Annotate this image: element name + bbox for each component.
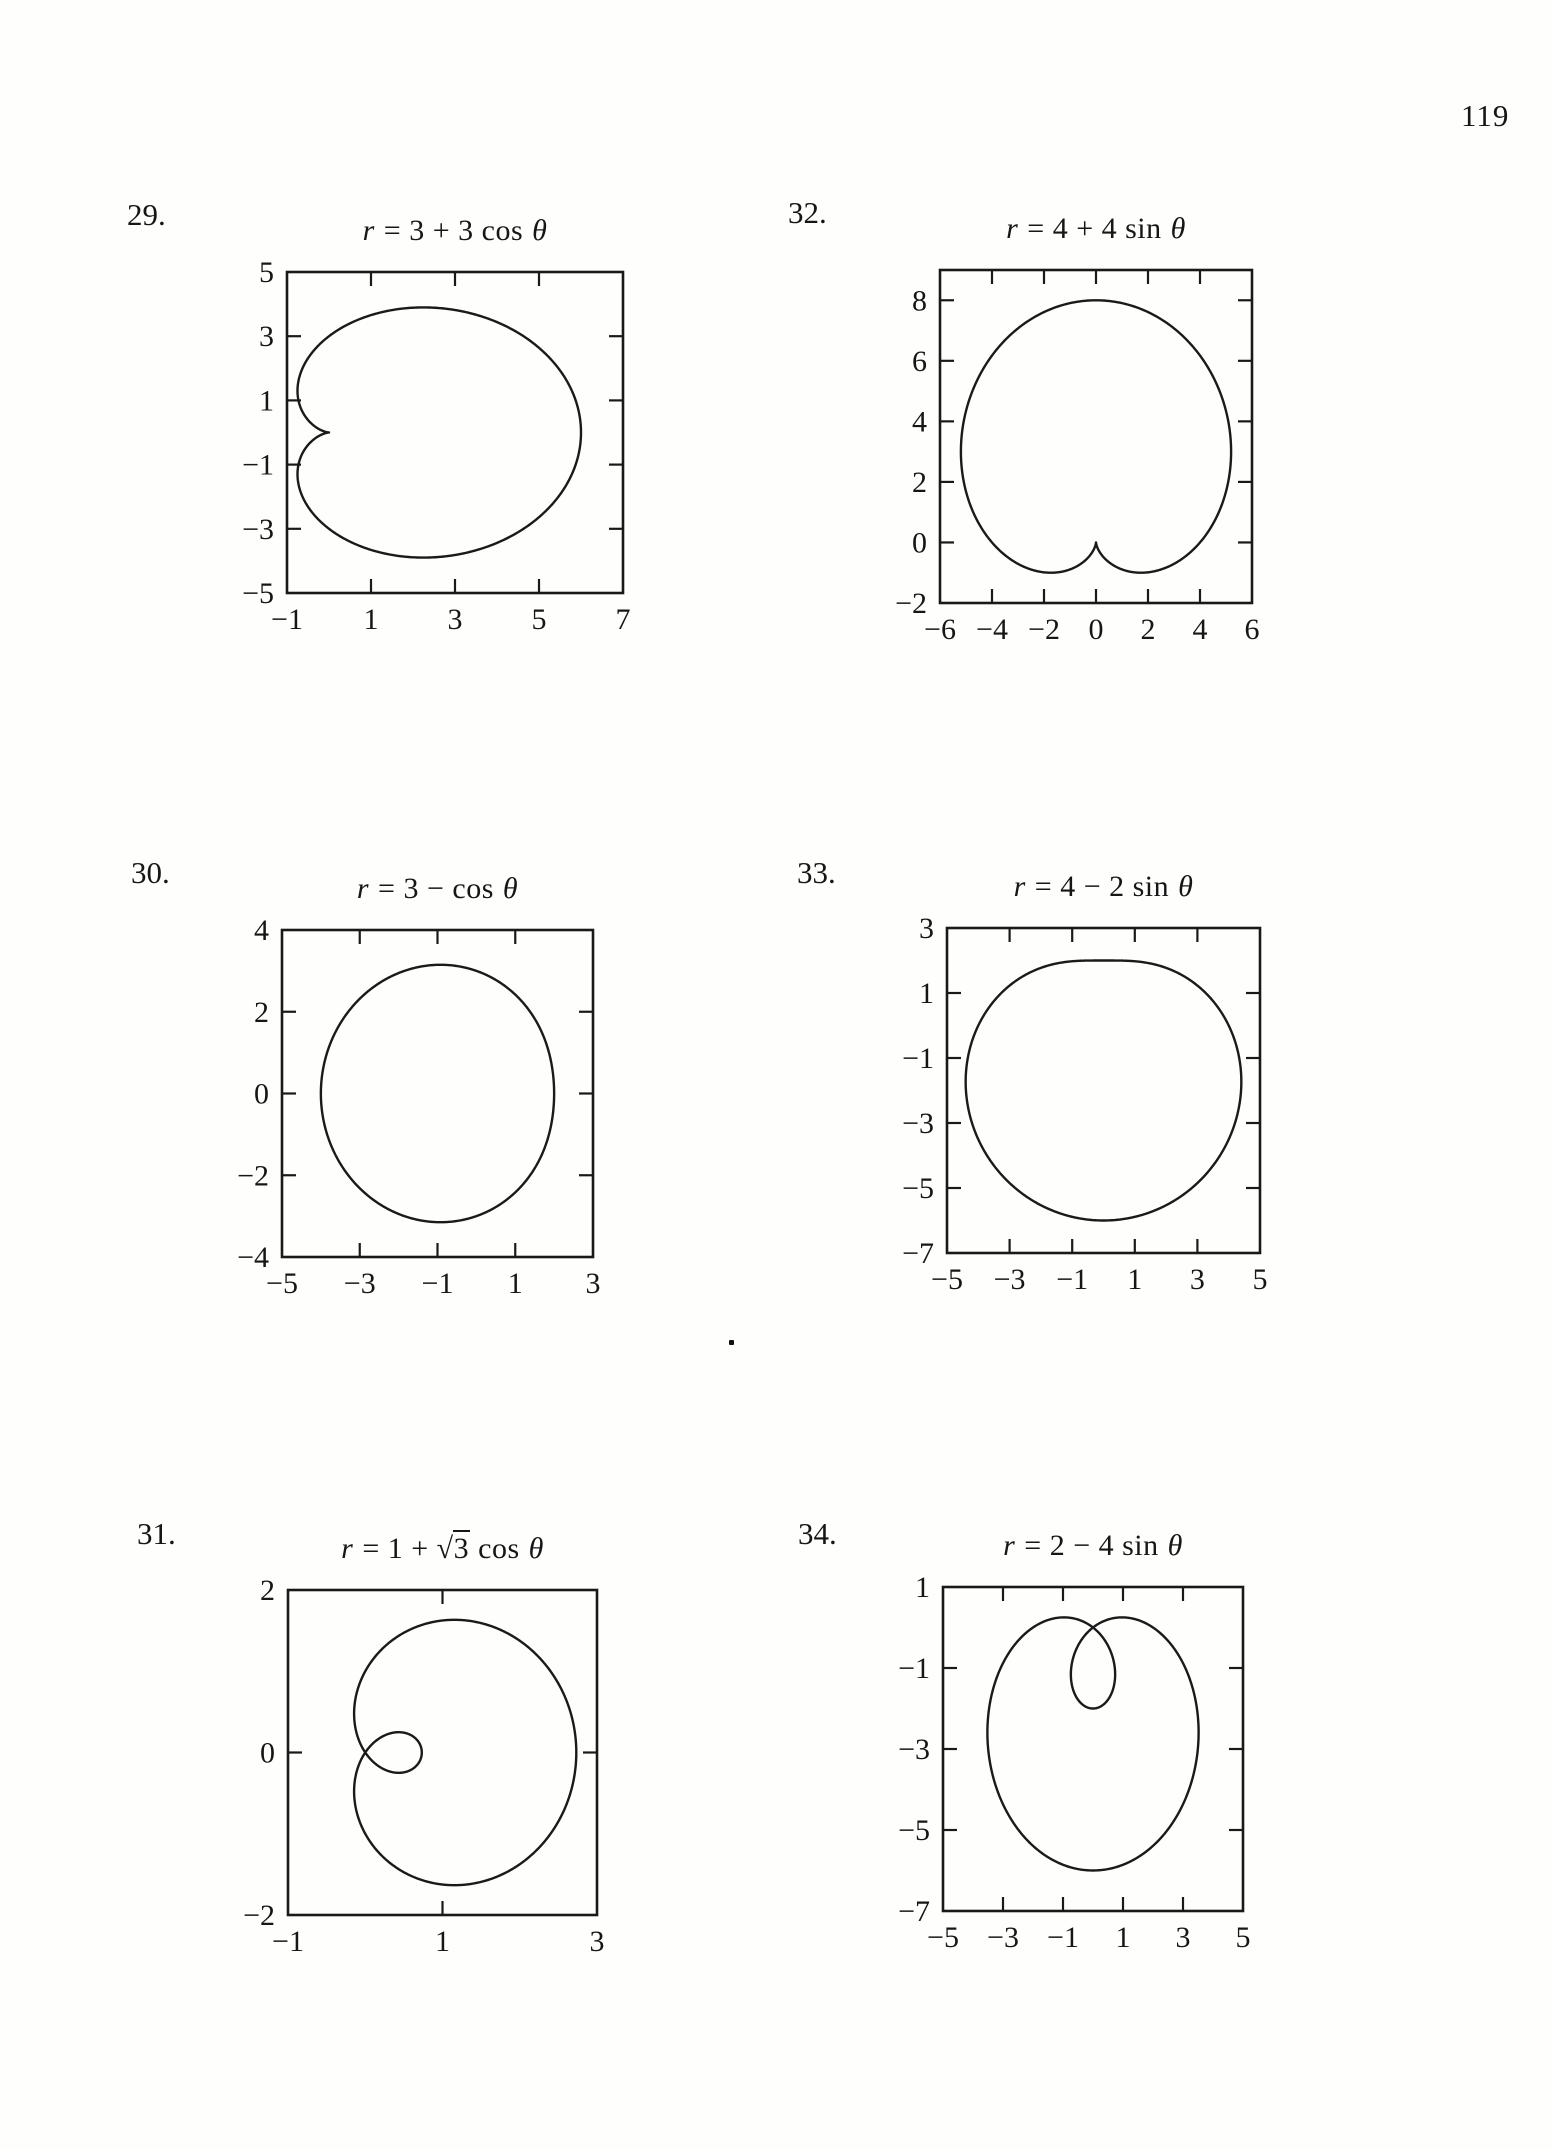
x-tick-label: 3	[1189, 1263, 1205, 1296]
y-tick-label: 6	[912, 344, 927, 378]
axes-frame	[288, 1590, 597, 1915]
plot-canvas	[196, 1526, 649, 1999]
x-tick-label: −3	[343, 1267, 376, 1300]
y-tick-label: 8	[912, 284, 927, 318]
plot-title: r = 2 − 4 sin θ	[1003, 1529, 1183, 1562]
axes-frame	[287, 272, 623, 593]
y-tick-label: 4	[254, 914, 269, 947]
plot-canvas	[190, 866, 645, 1341]
x-tick-label: −1	[272, 1925, 304, 1958]
x-tick-label: 1	[363, 603, 379, 636]
axis-ticks	[283, 931, 592, 1256]
x-tick-label: 5	[531, 603, 547, 636]
x-tick-label: −4	[976, 613, 1008, 646]
page-number: 119	[1461, 98, 1510, 133]
y-tick-label: −4	[237, 1241, 269, 1274]
x-tick-label: 3	[585, 1267, 601, 1300]
item-number-31: 31.	[137, 1516, 176, 1551]
plot-canvas	[195, 208, 675, 677]
y-tick-label: 3	[259, 320, 274, 354]
polar-curve	[987, 1617, 1198, 1870]
y-tick-label: −1	[898, 1652, 930, 1685]
x-tick-label: −1	[421, 1267, 454, 1300]
x-tick-label: −3	[987, 1921, 1019, 1954]
x-tick-label: −2	[1028, 613, 1060, 646]
x-tick-label: 1	[1115, 1921, 1131, 1954]
x-tick-label: 5	[1252, 1263, 1268, 1296]
y-tick-labels	[895, 284, 927, 620]
y-tick-label: −2	[243, 1899, 275, 1932]
plot-30	[190, 866, 645, 1341]
y-tick-label: 0	[254, 1077, 269, 1111]
plot-31	[196, 1526, 649, 1999]
x-tick-label: 3	[589, 1925, 605, 1958]
y-tick-label: −1	[242, 448, 274, 482]
y-tick-labels	[902, 912, 934, 1270]
x-tick-labels	[931, 1263, 1267, 1296]
polar-curve	[321, 965, 554, 1222]
y-tick-label: −5	[902, 1172, 934, 1205]
axis-ticks	[948, 929, 1259, 1252]
y-tick-label: −2	[895, 587, 927, 620]
y-tick-labels	[898, 1571, 930, 1928]
plot-32	[848, 206, 1304, 687]
x-tick-labels	[272, 1925, 604, 1958]
x-tick-label: 7	[615, 603, 631, 636]
plot-33	[855, 864, 1312, 1337]
x-tick-label: 3	[1175, 1921, 1191, 1954]
x-tick-label: −1	[1047, 1921, 1079, 1954]
x-tick-label: 1	[435, 1925, 450, 1958]
item-number-29: 29.	[127, 197, 166, 232]
y-tick-label: −5	[242, 577, 274, 610]
polar-curve	[354, 1620, 576, 1885]
axes-frame	[940, 270, 1252, 603]
plot-title: r = 4 + 4 sin θ	[1006, 212, 1186, 245]
polar-curve	[966, 961, 1242, 1221]
x-tick-label: 1	[507, 1267, 523, 1300]
x-tick-label: −5	[927, 1921, 959, 1954]
x-tick-labels	[924, 613, 1259, 646]
plot-title: r = 1 + √3 cos θ	[341, 1532, 544, 1565]
x-tick-label: 0	[1088, 613, 1104, 646]
plot-title: r = 4 − 2 sin θ	[1013, 870, 1194, 903]
y-tick-label: 1	[915, 1571, 930, 1604]
y-tick-labels	[243, 1574, 275, 1932]
y-tick-label: 5	[259, 256, 274, 289]
x-tick-label: 1	[1127, 1263, 1143, 1296]
x-tick-label: −5	[931, 1263, 963, 1296]
y-tick-label: 2	[254, 995, 269, 1029]
scan-speck	[729, 1340, 734, 1345]
x-tick-label: 6	[1244, 613, 1260, 646]
y-tick-label: 0	[260, 1736, 275, 1770]
y-tick-label: 1	[919, 977, 934, 1010]
x-tick-label: −1	[271, 603, 303, 636]
y-tick-labels	[237, 914, 269, 1274]
plot-title: r = 3 − cos θ	[356, 872, 519, 905]
y-tick-label: 3	[919, 912, 934, 945]
y-tick-label: −1	[902, 1042, 934, 1075]
axis-ticks	[288, 273, 622, 592]
axes-frame	[947, 928, 1260, 1253]
y-tick-label: 2	[912, 465, 927, 499]
x-tick-label: 3	[447, 603, 463, 636]
plot-title: r = 3 + 3 cos θ	[362, 214, 548, 247]
axis-ticks	[289, 1591, 596, 1914]
plot-canvas	[855, 864, 1312, 1337]
item-number-30: 30.	[131, 855, 170, 890]
x-tick-label: 2	[1140, 613, 1156, 646]
polar-curve	[961, 300, 1231, 572]
y-tick-label: −3	[898, 1733, 930, 1766]
y-tick-label: −7	[902, 1237, 934, 1270]
plot-34	[851, 1523, 1295, 1995]
y-tick-label: 4	[912, 405, 927, 439]
y-tick-label: −2	[237, 1159, 269, 1193]
y-tick-label: 0	[912, 526, 927, 560]
x-tick-label: −1	[1056, 1263, 1089, 1296]
y-tick-label: −7	[898, 1895, 930, 1928]
polar-curve	[298, 307, 582, 557]
item-number-33: 33.	[797, 855, 836, 890]
plot-29	[195, 208, 675, 677]
x-tick-label: 4	[1192, 613, 1208, 646]
x-tick-label: −3	[993, 1263, 1026, 1296]
plot-canvas	[851, 1523, 1295, 1995]
y-tick-label: −3	[902, 1107, 934, 1140]
x-tick-labels	[266, 1267, 600, 1300]
item-number-34: 34.	[798, 1516, 837, 1551]
x-tick-label: −6	[924, 613, 956, 646]
y-tick-labels	[242, 256, 274, 610]
axes-frame	[282, 930, 593, 1257]
y-tick-label: 1	[259, 384, 274, 418]
x-tick-labels	[927, 1921, 1250, 1954]
x-tick-labels	[271, 603, 630, 636]
axis-ticks	[941, 271, 1251, 602]
y-tick-label: −5	[898, 1814, 930, 1847]
x-tick-label: 5	[1235, 1921, 1251, 1954]
item-number-32: 32.	[788, 195, 827, 230]
y-tick-label: 2	[260, 1574, 275, 1607]
y-tick-label: −3	[242, 512, 274, 546]
x-tick-label: −5	[266, 1267, 298, 1300]
plot-canvas	[848, 206, 1304, 687]
